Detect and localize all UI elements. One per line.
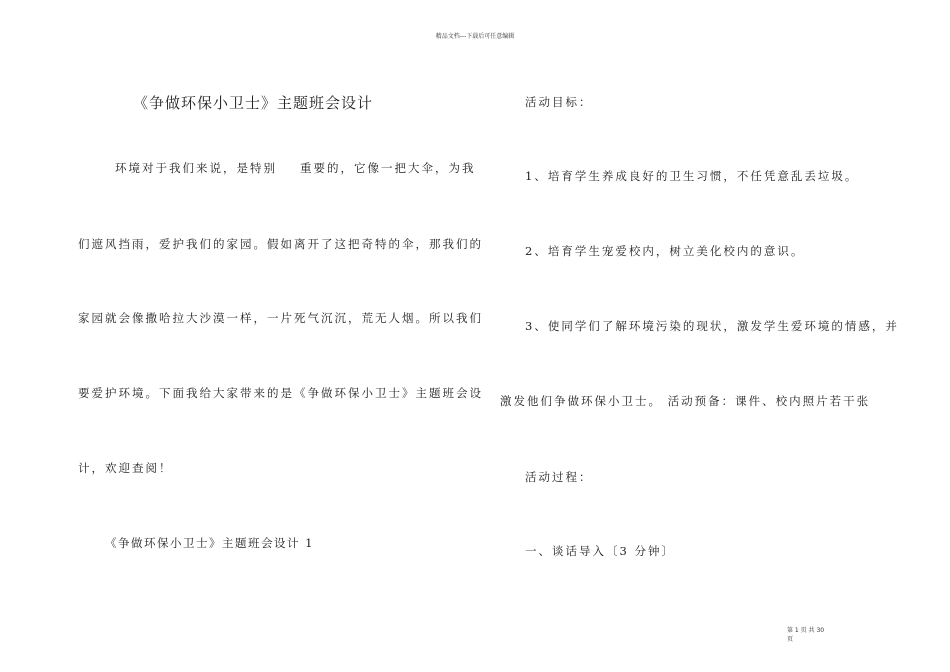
section-subtitle: 《争做环保小卫士》主题班会设计 1 bbox=[105, 536, 314, 550]
process-step-1: 一、谈话导入〔3 分钟〕 bbox=[525, 544, 675, 558]
page-header-watermark: 精品文档---下载后可任意编辑 bbox=[435, 33, 515, 40]
goal-item-2: 2、培育学生宠爱校内，树立美化校内的意识。 bbox=[525, 244, 805, 258]
process-heading: 活动过程： bbox=[525, 470, 593, 484]
intro-line-2: 们遮风挡雨，爱护我们的家园。假如离开了这把奇特的伞，那我们的 bbox=[78, 237, 483, 251]
intro-line-1a: 环境对于我们来说，是特别 bbox=[115, 161, 277, 175]
intro-line-4: 要爱护环境。下面我给大家带来的是《争做环保小卫士》主题班会设 bbox=[78, 386, 483, 400]
intro-line-5: 计，欢迎查阅！ bbox=[78, 461, 173, 475]
intro-line-3: 家园就会像撒哈拉大沙漠一样，一片死气沉沉，荒无人烟。所以我们 bbox=[78, 311, 483, 325]
goal-heading: 活动目标： bbox=[525, 95, 593, 109]
intro-line-1b: 重要的，它像一把大伞，为我 bbox=[300, 161, 476, 175]
page-number: 第 1 页 共 30 bbox=[787, 627, 825, 634]
document-title: 《争做环保小卫士》主题班会设计 bbox=[133, 94, 374, 112]
goal-continuation: 激发他们争做环保小卫士。 活动预备：课件、校内照片若干张 bbox=[500, 394, 871, 408]
goal-item-3: 3、使同学们了解环境污染的现状，激发学生爱环境的情感，并 bbox=[525, 319, 899, 333]
goal-item-1: 1、培育学生养成良好的卫生习惯，不任凭意乱丢垃圾。 bbox=[525, 169, 859, 183]
page-number-suffix: 页 bbox=[787, 636, 794, 643]
